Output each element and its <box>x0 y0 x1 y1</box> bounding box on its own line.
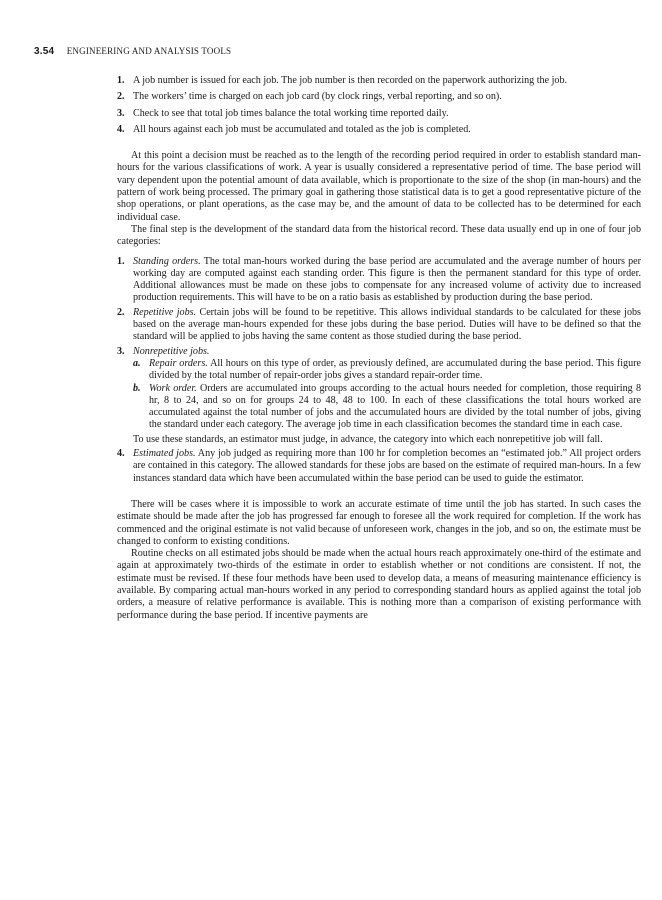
page-body <box>117 75 641 622</box>
running-header <box>34 46 231 57</box>
page-number: 3.54 <box>34 46 55 57</box>
category-item-estimated-jobs <box>117 448 641 485</box>
category-item-standing-orders <box>117 256 641 305</box>
list-item <box>117 108 641 120</box>
subitem-text: All hours on this type of order, as previously defined, are accumulated during the base period. This figure divided by the total number of repair-order jobs gives a standard repair-order time. <box>149 357 641 382</box>
list-number: 3. <box>117 107 125 119</box>
sub-letter: b. <box>133 382 141 394</box>
category-text: Certain jobs will be found to be repetitive. This allows individual standards to be calculated for these jobs based on the average man-hours expended for these jobs during the base period. Duties will have to be defined so that the standard will be applied to jobs having the same content as those studied during the base period. <box>133 306 641 343</box>
list-number: 3. <box>117 345 125 357</box>
category-label: Estimated jobs. <box>133 448 196 460</box>
category-text: The total man-hours worked during the base period are accumulated and the average number of hours per working day are computed against each standing order. This figure is then the permanent standard for this type of order. Additional allowances must be made on these jobs to compensate for any increased volume of activity due to increased production requirements. This will have to be on a ratio basis as established by production during the base period. <box>133 255 641 304</box>
paragraph: At this point a decision must be reached as to the length of the recording period required in order to establish standard man-hours for the various classifications of work. A year is usually considered a representative period of time. The base period will vary dependent upon the potential amount of data available, which is proportionate to the size of the shop (in man-hours) and the pattern of work being processed. The primary goal in gathering those statistical data is to get a good representative picture of the shop operations, or plant operations, as the case may be, and the amount of data to be collected has to be determined for each individual case. <box>117 150 641 223</box>
category-item-nonrepetitive-jobs <box>117 346 641 446</box>
list-number: 1. <box>117 75 125 86</box>
list-number: 2. <box>117 306 125 318</box>
list-number: 4. <box>117 448 125 460</box>
list-item <box>117 91 641 103</box>
paragraph: There will be cases where it is impossible to work an accurate estimate of time until the job has started. In such cases the estimate should be made after the job has progressed far enough to foresee all the work required for completion. If the work has commenced and the original estimate is not valid because of unforeseen work, changes in the job, and so on, the estimate must be changed to conform to existing conditions. <box>117 498 641 547</box>
list-text: A job number is issued for each job. The job number is then recorded on the paperwork authorizing the job. <box>133 75 568 86</box>
list-number: 2. <box>117 91 125 103</box>
list-text: The workers’ time is charged on each job card (by clock rings, verbal reporting, and so on). <box>133 91 502 103</box>
category-label: Repetitive jobs. <box>133 306 197 318</box>
list-text: All hours against each job must be accumulated and totaled as the job is completed. <box>133 123 471 135</box>
category-label: Standing orders. <box>133 255 201 267</box>
category-text: Any job judged as requiring more than 100 hr for completion becomes an “estimated job.” All project orders are contained in this category. The allowed standards for these jobs are based on the estimate of required man-hours. In a few instances standard data which have been accumulated within the base period can be used to guide the estimator. <box>133 448 641 484</box>
subitem-label: Repair orders. <box>149 357 208 369</box>
category-item-repetitive-jobs <box>117 307 641 344</box>
category-label: Nonrepetitive jobs. <box>133 345 210 357</box>
paragraph: The final step is the development of the standard data from the historical record. These data usually end up in one of four job categories: <box>117 223 641 248</box>
list-item <box>117 124 641 136</box>
subitem-repair-orders <box>133 358 641 383</box>
list-number: 4. <box>117 123 125 135</box>
paragraph: Routine checks on all estimated jobs should be made when the actual hours reach approximately one-third of the estimate and again at approximately two-thirds of the estimate in order to establish whether or not conditions are consistent. If not, the estimate must be revised. If these four methods have been used to develop data, a means of measuring maintenance efficiency is available. By comparing actual man-hours worked in any period to corresponding standard hours as applied against the total job orders, a measure of relative performance is available. This is nothing more than a comparison of existing performance with performance during the base period. If incentive payments are <box>117 548 641 621</box>
nonrepetitive-note: To use these standards, an estimator must judge, in advance, the category into which each nonrepetitive job will fall. <box>133 433 603 445</box>
list-item <box>117 75 641 87</box>
subitem-text: Orders are accumulated into groups according to the actual hours needed for completion, those requiring 8 hr, 8 to 24, and so on for groups 24 to 48, 48 to 100. In each of these classifications the total hours worked are accumulated against the total number of jobs and the accumulated hours are divided by the total number of jobs, giving the standard under each category. The average job time in each classification becomes the standard time in each case. <box>149 382 641 431</box>
subitem-label: Work order. <box>149 382 197 394</box>
list-number: 1. <box>117 255 125 267</box>
section-title: ENGINEERING AND ANALYSIS TOOLS <box>66 46 232 56</box>
subitem-work-order <box>133 383 641 432</box>
list-text: Check to see that total job times balance the total working time reported daily. <box>133 107 449 119</box>
sub-letter: a. <box>133 357 141 369</box>
